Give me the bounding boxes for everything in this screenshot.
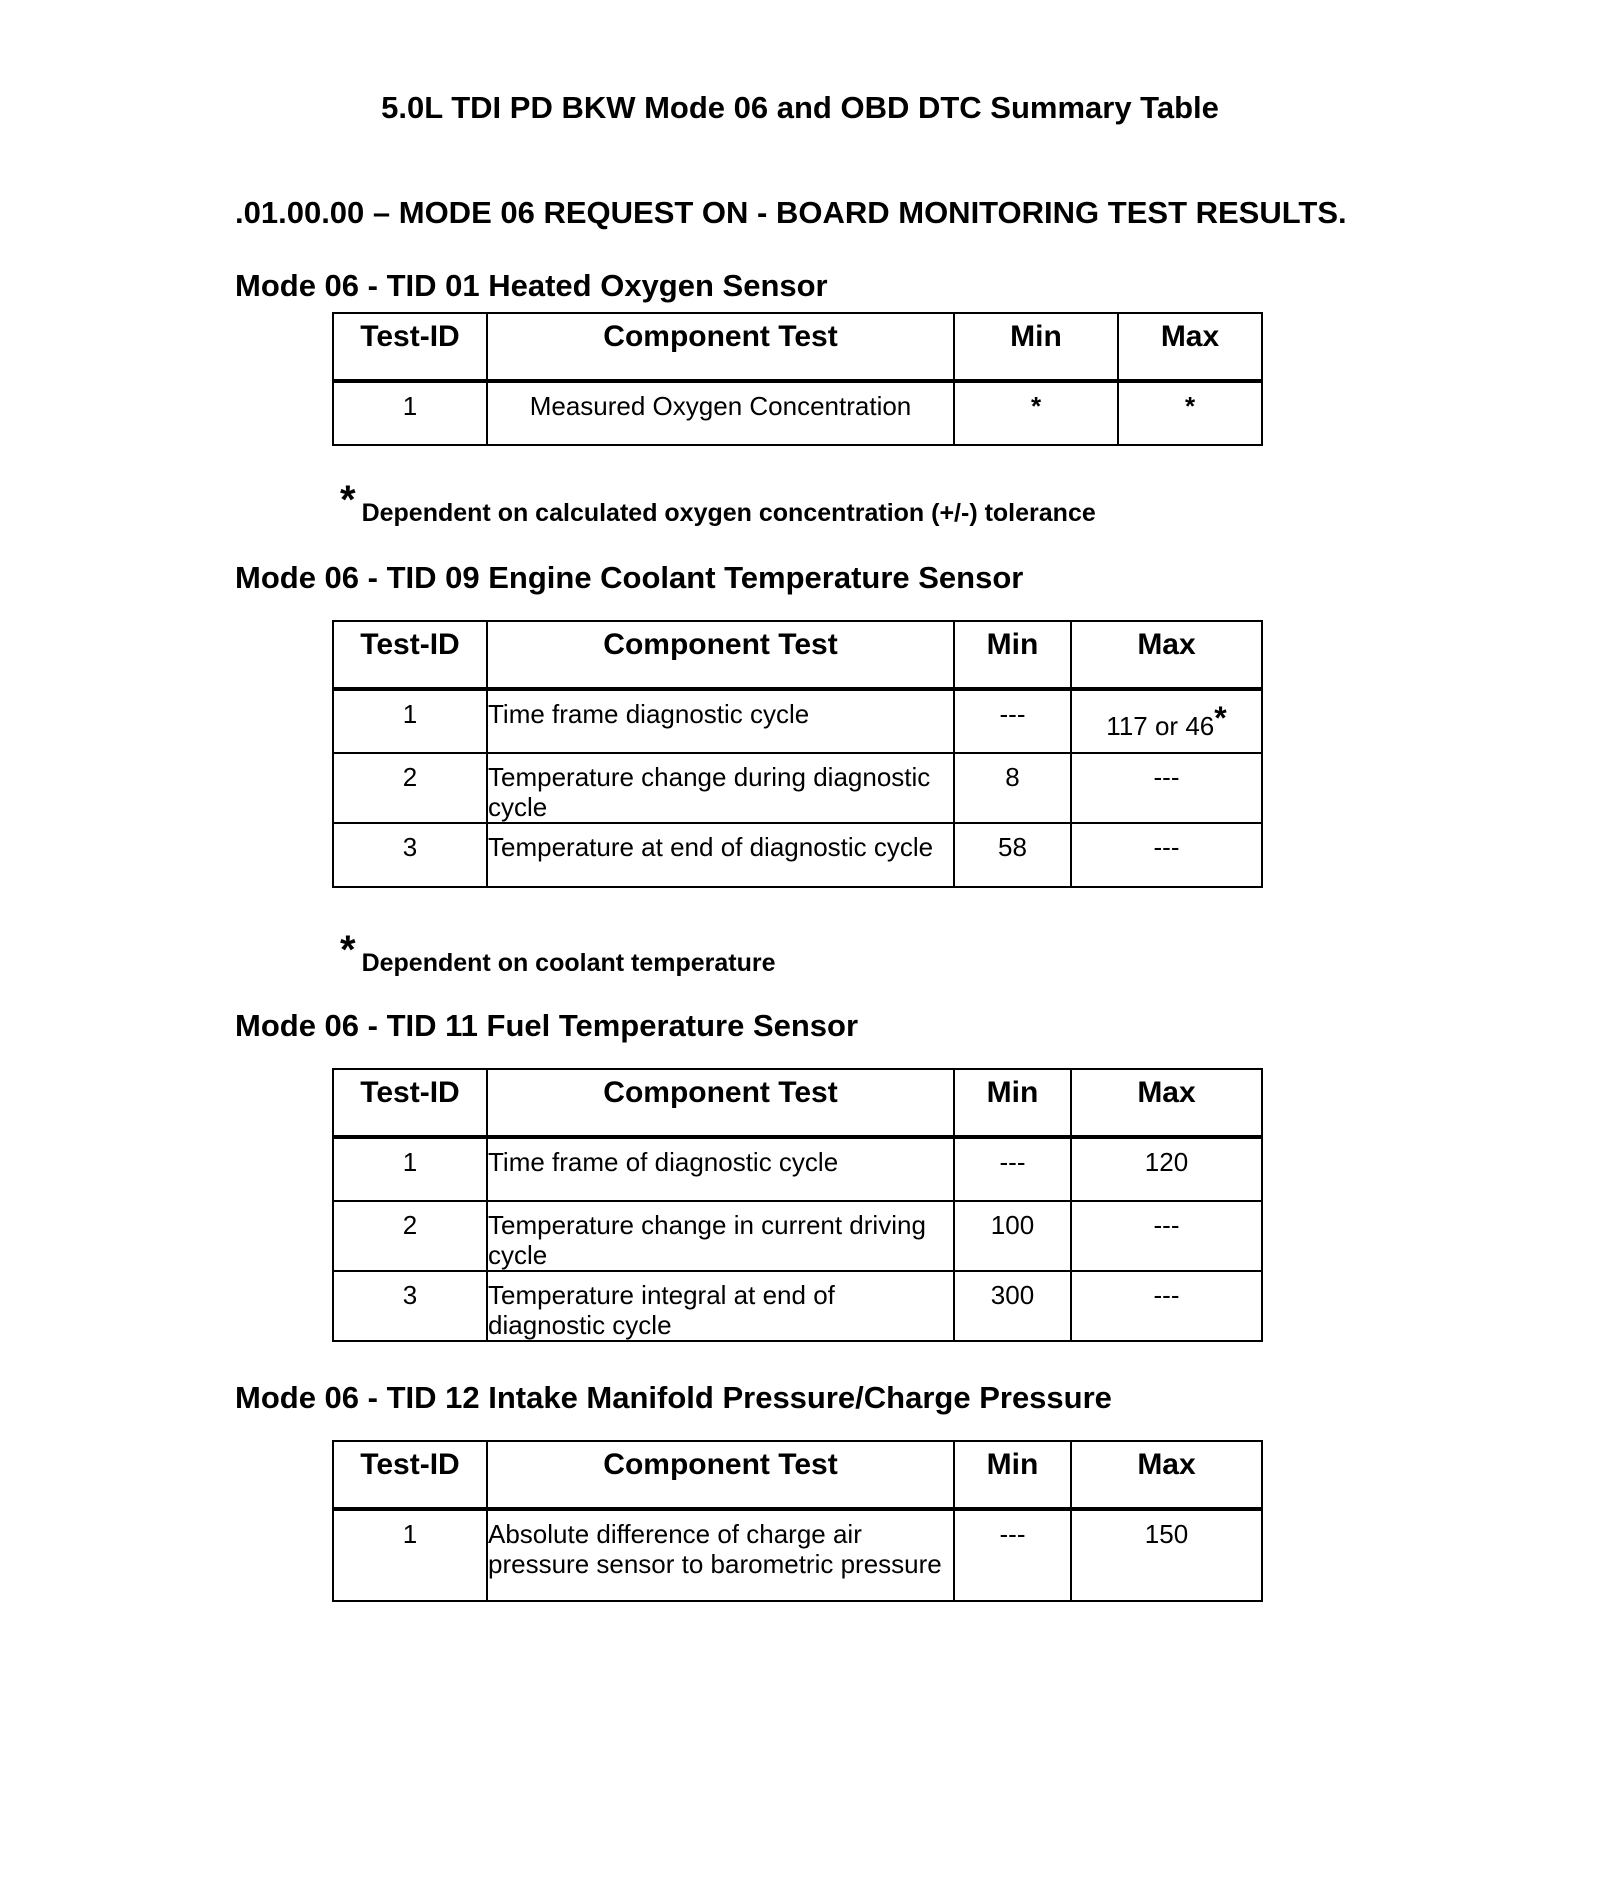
cell-component-test: Absolute difference of charge air pressure sensor to barometric pressure — [487, 1509, 954, 1601]
document-title: 5.0L TDI PD BKW Mode 06 and OBD DTC Summary Table — [381, 90, 1219, 125]
table-header-row — [333, 1069, 1262, 1137]
table-row — [333, 1201, 1262, 1271]
cell-test-id: 1 — [333, 689, 487, 753]
cell-component-test: Temperature integral at end of diagnostic cycle — [487, 1271, 954, 1341]
tid01-heading: Mode 06 - TID 01 Heated Oxygen Sensor — [235, 268, 828, 303]
col-header-min: Min — [954, 313, 1118, 381]
cell-min: * — [954, 381, 1118, 445]
footnote-text: Dependent on calculated oxygen concentration (+/-) tolerance — [361, 499, 1096, 527]
table-header-row — [333, 621, 1262, 689]
cell-max: --- — [1071, 823, 1262, 887]
asterisk-mark: * — [340, 478, 356, 522]
tid11-heading: Mode 06 - TID 11 Fuel Temperature Sensor — [235, 1008, 859, 1043]
table-row — [333, 753, 1262, 823]
footnote-text: Dependent on coolant temperature — [361, 949, 776, 977]
cell-test-id: 3 — [333, 1271, 487, 1341]
cell-test-id: 2 — [333, 1201, 487, 1271]
cell-component-test: Temperature change during diagnostic cycle — [487, 753, 954, 823]
table-row — [333, 1271, 1262, 1341]
col-header-test-id: Test-ID — [333, 621, 487, 689]
table-header-row — [333, 1441, 1262, 1509]
section-title: .01.00.00 – MODE 06 REQUEST ON - BOARD MONITORING TEST RESULTS. — [235, 195, 1347, 230]
cell-min: 300 — [954, 1271, 1071, 1341]
col-header-test-id: Test-ID — [333, 1069, 487, 1137]
col-header-max: Max — [1071, 1441, 1262, 1509]
table-row — [333, 689, 1262, 753]
table-row — [333, 1509, 1262, 1601]
col-header-test-id: Test-ID — [333, 1441, 487, 1509]
tid09-footnote — [340, 928, 776, 978]
cell-max: --- — [1071, 753, 1262, 823]
cell-component-test: Temperature at end of diagnostic cycle — [487, 823, 954, 887]
asterisk-mark: * — [1214, 700, 1227, 736]
cell-component-test: Time frame of diagnostic cycle — [487, 1137, 954, 1201]
col-header-test-id: Test-ID — [333, 313, 487, 381]
cell-min: --- — [954, 1509, 1071, 1601]
table-row — [333, 1137, 1262, 1201]
tid12-table — [332, 1440, 1263, 1602]
tid01-footnote — [340, 478, 1096, 528]
cell-min: 58 — [954, 823, 1071, 887]
cell-max: --- — [1071, 1201, 1262, 1271]
col-header-min: Min — [954, 621, 1071, 689]
cell-max: --- — [1071, 1271, 1262, 1341]
col-header-component-test: Component Test — [487, 621, 954, 689]
col-header-max: Max — [1118, 313, 1262, 381]
col-header-min: Min — [954, 1069, 1071, 1137]
cell-test-id: 1 — [333, 381, 487, 445]
cell-min: --- — [954, 1137, 1071, 1201]
cell-min: 8 — [954, 753, 1071, 823]
cell-component-test: Temperature change in current driving cycle — [487, 1201, 954, 1271]
cell-component-test: Measured Oxygen Concentration — [487, 381, 954, 445]
tid09-table — [332, 620, 1263, 888]
max-value: 117 or 46 — [1106, 711, 1215, 741]
table-row — [333, 381, 1262, 445]
asterisk-mark: * — [340, 928, 356, 972]
cell-test-id: 3 — [333, 823, 487, 887]
cell-component-test: Time frame diagnostic cycle — [487, 689, 954, 753]
cell-max — [1071, 689, 1262, 753]
col-header-max: Max — [1071, 621, 1262, 689]
tid12-heading: Mode 06 - TID 12 Intake Manifold Pressure/Charge Pressure — [235, 1380, 1112, 1415]
table-header-row — [333, 313, 1262, 381]
cell-max: * — [1118, 381, 1262, 445]
col-header-component-test: Component Test — [487, 313, 954, 381]
col-header-component-test: Component Test — [487, 1441, 954, 1509]
col-header-component-test: Component Test — [487, 1069, 954, 1137]
cell-min: --- — [954, 689, 1071, 753]
col-header-max: Max — [1071, 1069, 1262, 1137]
tid09-heading: Mode 06 - TID 09 Engine Coolant Temperature Sensor — [235, 560, 1024, 595]
tid01-table — [332, 312, 1263, 446]
cell-min: 100 — [954, 1201, 1071, 1271]
cell-max: 150 — [1071, 1509, 1262, 1601]
cell-max: 120 — [1071, 1137, 1262, 1201]
cell-test-id: 1 — [333, 1509, 487, 1601]
tid11-table — [332, 1068, 1263, 1342]
cell-test-id: 2 — [333, 753, 487, 823]
cell-test-id: 1 — [333, 1137, 487, 1201]
col-header-min: Min — [954, 1441, 1071, 1509]
table-row — [333, 823, 1262, 887]
